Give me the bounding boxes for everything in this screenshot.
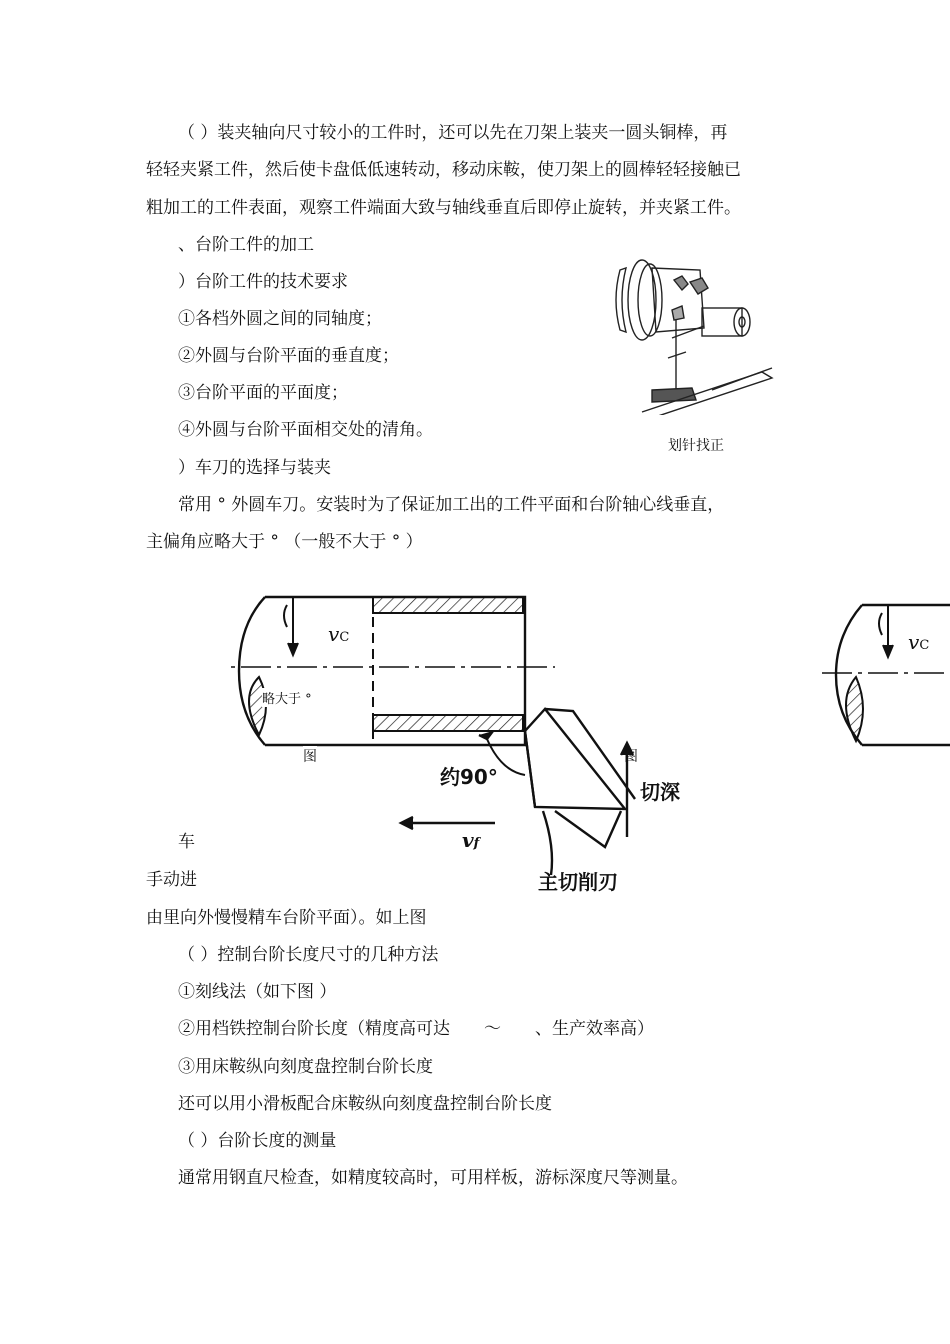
vc-label: [328, 622, 349, 650]
angle-label: 约90°: [440, 765, 498, 789]
tool-text-1: 常用 ° 外圆车刀。安装时为了保证加工出的工件平面和台阶轴心线垂直，: [178, 495, 725, 515]
heading-tech-requirements: ）台阶工件的技术要求: [178, 272, 348, 292]
method-2: ②用档铁控制台阶长度（精度高可达 ～ 、生产效率高）: [178, 1019, 654, 1039]
right-vc-symbol: v: [908, 630, 920, 654]
figure-label-right: 图: [624, 749, 638, 765]
requirement-4: ④外圆与台阶平面相交处的清角。: [178, 420, 433, 440]
text-che-fragment: 车: [178, 832, 195, 852]
requirement-3: ③台阶平面的平面度；: [178, 383, 348, 403]
para1-line1: （ ）装夹轴向尺寸较小的工件时，还可以先在刀架上装夹一圆头铜棒，再: [178, 123, 728, 143]
vc-subscript: C: [339, 630, 350, 645]
para1-line3: 粗加工的工件表面，观察工件端面大致与轴线垂直后即停止旋转，并夹紧工件。: [146, 198, 741, 218]
heading-tool-selection: ）车刀的选择与装夹: [178, 458, 331, 478]
method-4: 还可以用小滑板配合床鞍纵向刻度盘控制台阶长度: [178, 1094, 552, 1114]
tool-text-2: 主偏角应略大于 ° （一般不大于 ° ）: [146, 532, 423, 552]
text-refine-step-face: 由里向外慢慢精车台阶平面）。如上图: [146, 908, 427, 928]
requirement-1: ①各档外圆之间的同轴度；: [178, 309, 382, 329]
heading-length-measurement: （ ）台阶长度的测量: [178, 1131, 337, 1151]
method-3: ③用床鞍纵向刻度盘控制台阶长度: [178, 1057, 433, 1077]
step-turning-diagram: [225, 585, 695, 895]
vf-symbol: v: [462, 828, 474, 852]
right-vc-label: [908, 630, 929, 658]
method-1: ①刻线法（如下图 ）: [178, 982, 337, 1002]
right-vc-subscript: C: [919, 638, 930, 653]
main-cutting-edge-label: 主切削刃: [538, 870, 618, 894]
requirement-2: ②外圆与台阶平面的垂直度；: [178, 346, 399, 366]
vf-label: [462, 828, 479, 856]
heading-length-control: （ ）控制台阶长度尺寸的几种方法: [178, 945, 439, 965]
depth-label: 切深: [640, 780, 680, 804]
text-manual-feed-fragment: 手动进: [146, 870, 197, 890]
vc-symbol: v: [328, 622, 340, 646]
figure-label-left: 图: [303, 746, 317, 766]
measurement-text: 通常用钢直尺检查，如精度较高时，可用样板，游标深度尺等测量。: [178, 1168, 688, 1188]
scriber-alignment-figure: [612, 240, 782, 415]
vf-subscript: f: [473, 836, 480, 851]
overlay-slightly-greater: 略大于 °: [262, 688, 312, 707]
para1-line2: 轻轻夹紧工件，然后使卡盘低低速转动，移动床鞍，使刀架上的圆棒轻轻接触已: [146, 160, 741, 180]
right-cropped-diagram: [822, 595, 950, 755]
heading-step-workpiece: 、台阶工件的加工: [178, 235, 314, 255]
scriber-figure-caption: 划针找正: [668, 438, 724, 454]
